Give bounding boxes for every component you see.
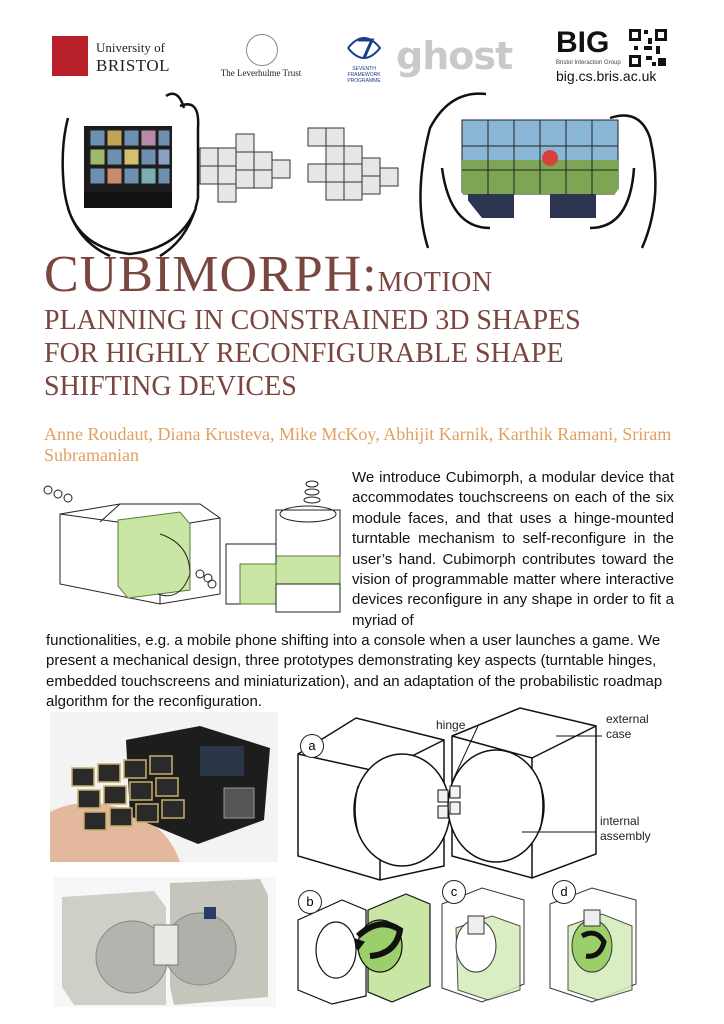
cube-cluster-2 (308, 128, 398, 200)
title-main: CUBIMORPH: (44, 246, 378, 303)
case-label: case (606, 727, 632, 741)
bristol-logo-line2: BRISTOL (96, 56, 171, 75)
big-logo (556, 26, 672, 84)
big-logo-text: BIG (556, 26, 610, 59)
bristol-logo-line1: University of (96, 40, 165, 55)
title-rest: MOTION (377, 267, 493, 298)
diagram-label-a: a (300, 734, 324, 758)
cube-cluster-1 (200, 134, 290, 202)
fp7-logo (336, 32, 392, 84)
internal-label: internal (600, 814, 640, 828)
paper-title (44, 246, 694, 403)
hinge-prototype-image (54, 877, 276, 1007)
diagram-label-b: b (298, 890, 322, 914)
ghost-logo: ghost (396, 34, 513, 78)
prototype-hand-image (50, 712, 278, 862)
big-subtitle: Bristol Interaction Group (556, 60, 621, 66)
qr-code-icon (628, 28, 668, 68)
diagram-label-d: d (552, 880, 576, 904)
fp7-logo-text: SEVENTH FRAMEWORK PROGRAMME (347, 66, 381, 84)
title-line3: FOR HIGHLY RECONFIGURABLE SHAPE (44, 338, 564, 369)
mechanism-diagrams-bcd (292, 880, 692, 1010)
diagram-d (550, 888, 636, 1002)
diagram-label-c: c (442, 880, 466, 904)
screen-cube-drawing (68, 126, 196, 254)
abstract-part2: functionalities, e.g. a mobile phone shifting into a console when a user launches a game. We present a mechanical design, three prototypes demonstrating key aspects (turntable hinges, embedded touchscreens and miniaturization), and an adaptation of the probabilistic roadmap algorithm for the reconfiguration. (46, 632, 663, 711)
diagram-c (442, 888, 524, 1002)
abstract-part1: We introduce Cubimorph, a modular device that accommodates touchscreens on each of the six module faces, and that uses a hinge-mounted turntable mechanism to self-reconfigure in the user’s hand. Cubimorph contributes toward the vision of programmable matter where interactive devices reconfigure in any shape in order to fit a myriad of (352, 469, 674, 629)
module-diagram (40, 474, 350, 624)
authors: Anne Roudaut, Diana Krusteva, Mike McKoy, Abhijit Karnik, Karthik Ramani, Sriram Subramanian (44, 424, 672, 465)
big-url: big.cs.bris.ac.uk (556, 68, 657, 84)
university-of-bristol-logo (52, 36, 192, 80)
leverhulme-logo-text: The Leverhulme Trust (220, 68, 302, 78)
leverhulme-trust-logo (218, 34, 304, 80)
leverhulme-emblem-icon (246, 34, 278, 66)
hinge-label: hinge (436, 718, 466, 732)
bristol-crest-icon (52, 36, 88, 76)
fp7-mark-icon (344, 32, 384, 64)
assembly-label: assembly (600, 829, 651, 843)
title-line2: PLANNING IN CONSTRAINED 3D SHAPES (44, 305, 581, 336)
hands-with-console-drawing (420, 94, 655, 248)
external-label: external (606, 712, 649, 726)
prototype-hand-photo (50, 712, 278, 862)
hero-illustration (50, 88, 680, 258)
title-line4: SHIFTING DEVICES (44, 371, 297, 402)
hinge-prototype-photo (54, 877, 276, 1007)
mechanism-diagram-a (296, 706, 696, 882)
